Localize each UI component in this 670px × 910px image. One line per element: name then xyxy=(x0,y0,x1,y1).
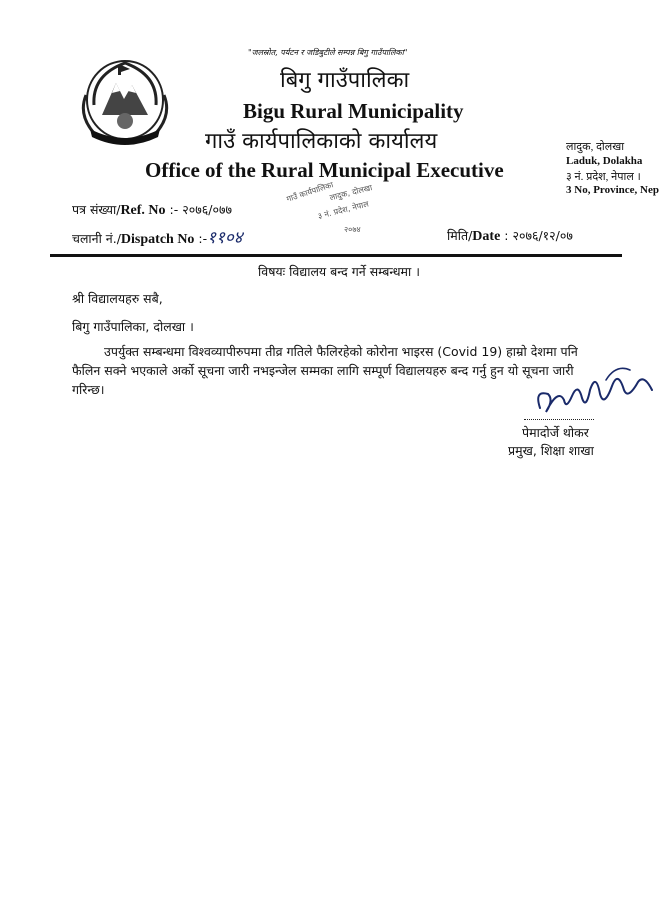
ref-value: :- २०७६/०७७ xyxy=(169,202,232,217)
nepal-emblem-icon xyxy=(72,55,178,145)
municipality-name-english: Bigu Rural Municipality xyxy=(243,99,464,123)
stamp-line-2: लादुक, दोलखा xyxy=(328,183,374,203)
address-english: Laduk, Dolakha xyxy=(566,155,643,167)
reference-number xyxy=(72,201,232,219)
signer-name: पेमादोर्जे थोकर xyxy=(522,425,589,440)
handwritten-signature xyxy=(520,360,660,420)
address-nepali: लादुक, दोलखा xyxy=(566,141,625,153)
dispatch-label-nepali: चलानी नं./ xyxy=(72,231,121,246)
dispatch-number xyxy=(72,225,243,248)
municipality-name-nepali: बिगु गाउँपालिका xyxy=(280,68,410,93)
ref-label-english: Ref. No xyxy=(120,203,166,218)
stamp-line-4: २०७४ xyxy=(344,225,361,234)
municipality-motto: "जलस्रोत, पर्यटन र जडिबुटीले सम्पन्न बिगु गाउँपालिका" xyxy=(248,48,408,57)
date-label-english: Date xyxy=(472,229,501,244)
date-label-nepali: मिति/ xyxy=(447,228,473,243)
province-nepali: ३ नं. प्रदेश, नेपाल । xyxy=(566,171,641,183)
addressee-line-2: बिगु गाउँपालिका, दोलखा । xyxy=(72,319,194,334)
letter-body: उपर्युक्त सम्बन्धमा विश्वव्यापीरुपमा तीव्र गतिले फैलिरहेको कोरोना भाइरस (Covid 19) हाम्रो देशमा पनि फैलिन सक्ने भएकाले अर्को सूचना जारी नभइन्जेल सम्मका लागि सम्पूर्ण विद्यालयहरु बन्द गर्नु हुन यो सूचना जारी गरिन्छ। xyxy=(72,344,578,397)
date-value: : २०७६/१२/०७ xyxy=(504,228,573,243)
dispatch-separator: :- xyxy=(198,231,208,246)
letter-date xyxy=(447,227,573,245)
ref-label-nepali: पत्र संख्या/ xyxy=(72,202,121,217)
stamp-line-3: ३ नं. प्रदेश, नेपाल xyxy=(316,199,370,221)
stamp-line-1: गाउँ कार्यपालिका xyxy=(285,180,335,204)
signature-line xyxy=(524,419,594,420)
office-name-nepali: गाउँ कार्यपालिकाको कार्यालय xyxy=(205,129,438,154)
official-stamp xyxy=(278,172,388,238)
dispatch-label-english: Dispatch No xyxy=(120,232,195,247)
province-english: 3 No, Province, Nep xyxy=(566,184,659,196)
letter-subject: विषयः विद्यालय बन्द गर्ने सम्बन्धमा । xyxy=(258,264,420,279)
header-divider xyxy=(50,254,622,257)
addressee-line-1: श्री विद्यालयहरु सबै, xyxy=(72,291,163,306)
dispatch-value: ११०४ xyxy=(207,228,243,248)
office-name-english: Office of the Rural Municipal Executive xyxy=(145,158,504,182)
signer-title: प्रमुख, शिक्षा शाखा xyxy=(508,443,594,458)
